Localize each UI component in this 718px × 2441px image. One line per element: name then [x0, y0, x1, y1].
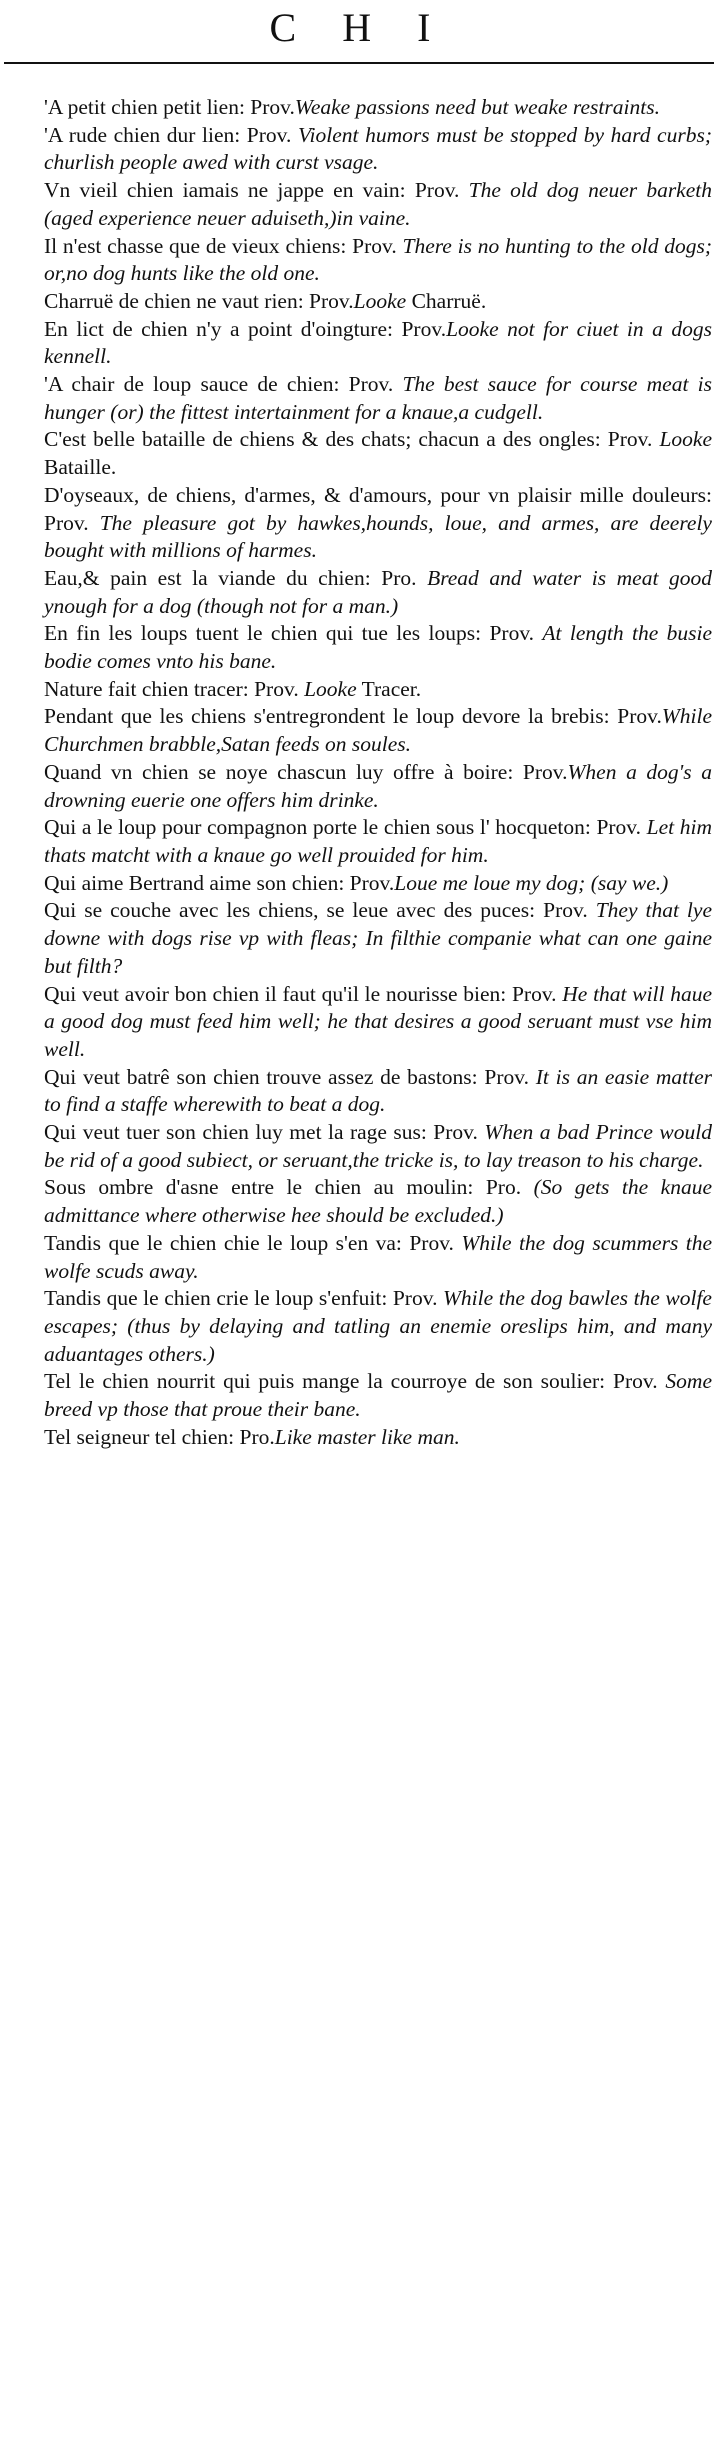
proverb-entry — [44, 288, 712, 316]
french-proverb: Qui veut tuer son chien luy met la rage sus: Prov. — [44, 1120, 485, 1145]
french-proverb: Qui veut batrê son chien trouve assez de bastons: Prov. — [44, 1064, 536, 1089]
french-proverb: Eau,& pain est la viande du chien: Pro. — [44, 565, 428, 590]
french-proverb: Nature fait chien tracer: Prov. — [44, 676, 305, 701]
page-header: C H I — [269, 5, 449, 50]
english-gloss: There is no hunting to the old dogs; or,no dog hunts like the old one. — [44, 233, 712, 286]
english-gloss: Let him thats matcht with a knaue go well prouided for him. — [44, 815, 712, 867]
proverb-entry — [44, 814, 712, 869]
english-gloss: While the dog bawles the wolfe escapes; (thus by delaying and tatling an enemie oreslips him, and many aduantages others.) — [44, 1286, 712, 1366]
french-proverb: En fin les loups tuent le chien qui tue les loups: Prov. — [44, 621, 543, 646]
french-proverb: D'oyseaux, de chiens, d'armes, & d'amours, pour vn plaisir mille douleurs: Prov. — [44, 482, 712, 535]
english-gloss: At length the busie bodie comes vnto his bane. — [44, 621, 712, 674]
header-rule — [4, 62, 714, 64]
english-gloss: Violent humors must be stopped by hard curbs; churlish people awed with curst vsage. — [44, 122, 712, 175]
proverb-entry — [44, 897, 712, 980]
proverb-entry — [44, 1230, 712, 1285]
french-proverb: Quand vn chien se noye chascun luy offre à boire: Prov. — [44, 759, 568, 784]
proverb-entry — [44, 676, 712, 704]
cross-reference: Tracer. — [356, 676, 422, 701]
english-gloss: When a dog's a drowning euerie one offers him drinke. — [44, 759, 712, 812]
english-gloss: Like master like man. — [274, 1424, 460, 1449]
proverb-entry — [44, 122, 712, 177]
proverb-entry — [44, 759, 712, 814]
english-gloss: When a bad Prince would be rid of a good subiect, or seruant,the tricke is, to lay treason to his charge. — [44, 1120, 712, 1172]
french-proverb: C'est belle bataille de chiens & des chats; chacun a des ongles: Prov. — [44, 427, 660, 452]
proverb-entry — [44, 1424, 712, 1452]
french-proverb: Qui se couche avec les chiens, se leue avec des puces: Prov. — [44, 898, 596, 923]
french-proverb: En lict de chien n'y a point d'oingture: Prov. — [44, 316, 447, 341]
french-proverb: Charruë de chien ne vaut rien: Prov. — [44, 288, 354, 313]
english-gloss: The pleasure got by hawkes,hounds, loue, and armes, are deerely bought with millions of harmes. — [44, 510, 712, 563]
english-gloss: (So gets the knaue admittance where otherwise hee should be excluded.) — [44, 1175, 712, 1228]
proverb-entries — [44, 94, 712, 1451]
english-gloss: While Churchmen brabble,Satan feeds on soules. — [44, 704, 712, 757]
english-gloss: Looke — [353, 288, 407, 313]
cross-reference: Charruë. — [406, 288, 487, 313]
french-proverb: Il n'est chasse que de vieux chiens: Prov. — [44, 233, 403, 258]
proverb-entry — [44, 620, 712, 675]
french-proverb: Vn vieil chien iamais ne jappe en vain: Prov. — [44, 178, 469, 203]
proverb-entry — [44, 870, 712, 898]
french-proverb: Pendant que les chiens s'entregrondent le loup devore la brebis: Prov. — [44, 704, 662, 729]
cross-reference: Bataille. — [44, 455, 117, 480]
proverb-entry — [44, 981, 712, 1064]
proverb-entry — [44, 316, 712, 371]
proverb-entry — [44, 233, 712, 288]
proverb-entry — [44, 1285, 712, 1368]
english-gloss: The best sauce for course meat is hunger (or) the fittest intertainment for a knaue,a cudgell. — [44, 372, 712, 424]
french-proverb: Qui veut avoir bon chien il faut qu'il le nourisse bien: Prov. — [44, 981, 563, 1006]
proverb-entry — [44, 565, 712, 620]
english-gloss: Some breed vp those that proue their bane. — [44, 1369, 712, 1422]
english-gloss: Weake passions need but weake restraints. — [294, 95, 660, 119]
english-gloss: He that will haue a good dog must feed him well; he that desires a good seruant must vse him well. — [44, 981, 712, 1061]
french-proverb: Tel seigneur tel chien: Pro. — [44, 1424, 275, 1449]
english-gloss: While the dog scummers the wolfe scuds away. — [44, 1230, 713, 1283]
proverb-entry — [44, 371, 712, 426]
english-gloss: Looke not for ciuet in a dogs kennell. — [44, 316, 712, 369]
french-proverb: Tel le chien nourrit qui puis mange la courroye de son soulier: Prov. — [44, 1369, 666, 1394]
proverb-entry — [44, 1174, 712, 1229]
proverb-entry — [44, 1064, 712, 1119]
proverb-entry — [44, 426, 712, 481]
french-proverb: Qui a le loup pour compagnon porte le chien sous l' hocqueton: Prov. — [44, 815, 647, 840]
english-gloss: Bread and water is meat good ynough for a dog (though not for a man.) — [44, 565, 712, 618]
french-proverb: Tandis que le chien chie le loup s'en va: Prov. — [44, 1230, 462, 1255]
proverb-entry — [44, 703, 712, 758]
english-gloss: Looke — [304, 676, 357, 701]
french-proverb: Tandis que le chien crie le loup s'enfuit: Prov. — [44, 1286, 443, 1311]
french-proverb: 'A rude chien dur lien: Prov. — [44, 122, 298, 147]
proverb-entry — [44, 1119, 712, 1174]
english-gloss: They that lye downe with dogs rise vp with fleas; In filthie companie what can one gaine but filth? — [44, 898, 712, 978]
english-gloss: It is an easie matter to find a staffe wherewith to beat a dog. — [44, 1064, 712, 1117]
french-proverb: 'A petit chien petit lien: Prov. — [44, 95, 295, 119]
proverb-entry — [44, 1368, 712, 1423]
proverb-entry — [44, 177, 712, 232]
french-proverb: Qui aime Bertrand aime son chien: Prov. — [44, 870, 395, 895]
english-gloss: Loue me loue my dog; (say we.) — [394, 870, 669, 895]
french-proverb: 'A chair de loup sauce de chien: Prov. — [44, 372, 403, 397]
proverb-entry — [44, 482, 712, 565]
french-proverb: Sous ombre d'asne entre le chien au moulin: Pro. — [44, 1175, 534, 1200]
english-gloss: The old dog neuer barketh (aged experience neuer aduiseth,)in vaine. — [44, 178, 712, 230]
proverb-entry — [44, 94, 712, 122]
english-gloss: Looke — [659, 427, 712, 452]
